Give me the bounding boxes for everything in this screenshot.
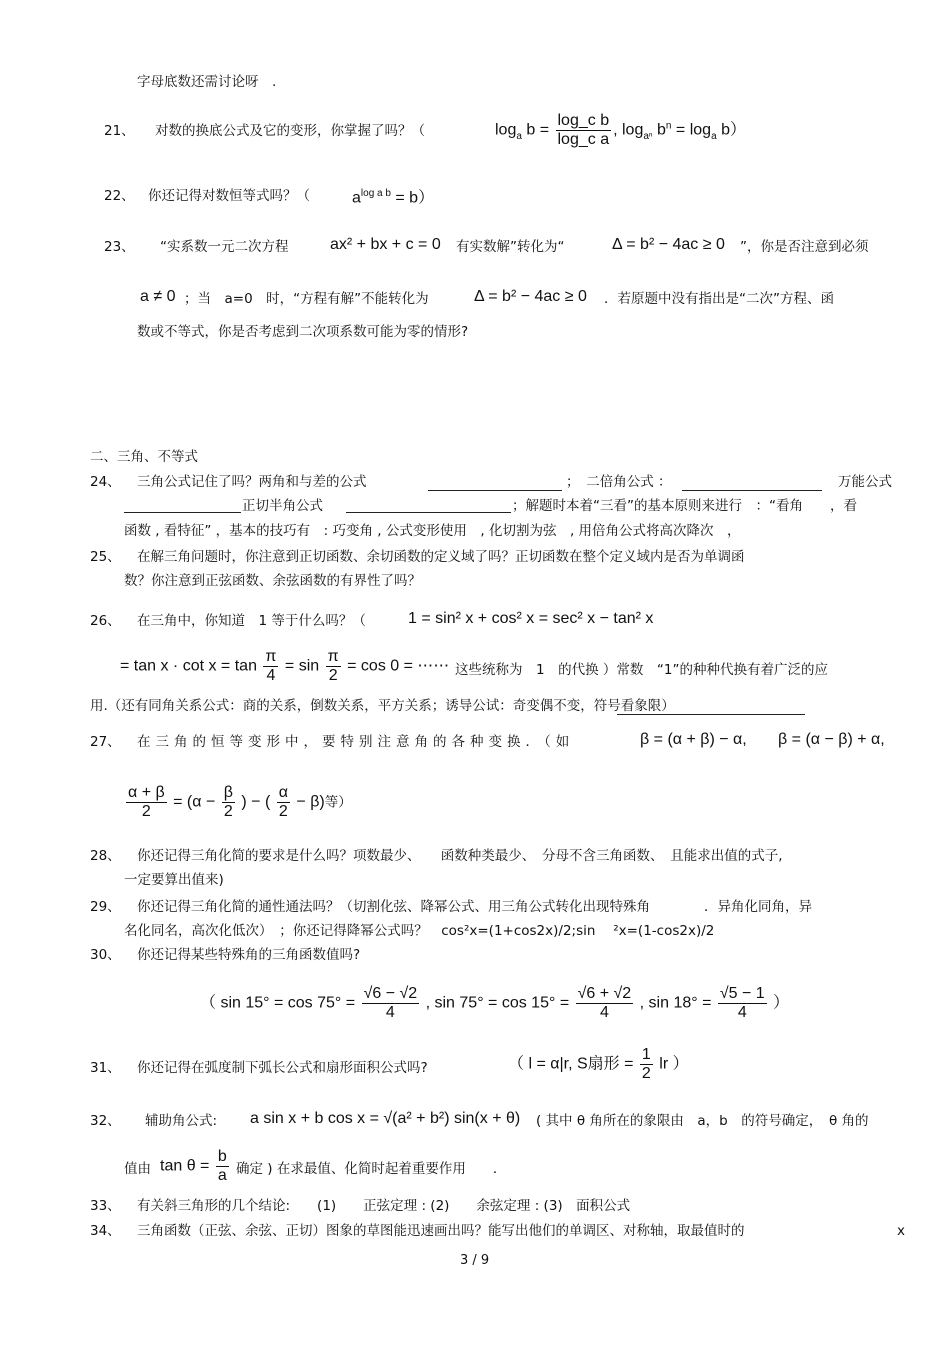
item-23-text-b: 有实数解”转化为“	[456, 239, 565, 255]
item-33-number: 33、	[90, 1198, 121, 1214]
item-23b-delta: Δ = b² − 4ac ≥ 0	[474, 288, 587, 305]
sin18-value: $\frac{√5 - 1}{4}$	[719, 985, 765, 1021]
item-32-text-b: ( 其中 θ 角所在的象限由 a，b 的符号确定， θ 角的	[536, 1113, 869, 1129]
item-22-text: 你还记得对数恒等式吗？（	[148, 188, 310, 204]
item-28-text: 你还记得三角化简的要求是什么吗？项数最少、 函数种类最少、 分母不含三角函数、 且能求出值的式子,	[137, 848, 783, 864]
item-22-formula: $a^{log a b} = b$）	[352, 188, 435, 207]
blank-double-angle[interactable]	[682, 476, 822, 491]
change-of-base-fraction: $\frac{\text{log\_c b}}{\text{log\_c a}}$	[557, 112, 610, 148]
sin75-value: $\frac{√6 + √2}{4}$	[577, 985, 632, 1021]
item-30-text: 你还记得某些特殊角的三角函数值吗?	[137, 947, 361, 963]
item-28b: 一定要算出值来)	[124, 872, 224, 888]
blank-universal[interactable]	[124, 498, 241, 513]
item-26-equation: 1 = sin² x + cos² x = sec² x − tan² x	[408, 610, 654, 627]
item-23-text-a: “实系数一元二次方程	[160, 239, 289, 255]
item-21-formula: $\log_a b$ = $\frac{\text{log\_c b}}{\text{log\_c a}}$ , $\log_{a^n} b^n = \log_a b$）	[495, 112, 746, 148]
item-24-text-c: 万能公式	[838, 474, 892, 490]
item-29-number: 29、	[90, 899, 121, 915]
item-23c: 数或不等式，你是否考虑到二次项系数可能为零的情形?	[137, 324, 469, 340]
item-26-text: 在三角中，你知道 1 等于什么吗？（	[137, 613, 366, 629]
item-32b-a: 值由	[124, 1161, 151, 1177]
page-number: 3 / 9	[460, 1253, 490, 1268]
item-34-text: 三角函数（正弦、余弦、正切）图象的草图能迅速画出吗？能写出他们的单调区、对称轴，取最值时的	[137, 1223, 745, 1239]
pi-over-2: $\frac{\pi}{2}$	[327, 648, 339, 684]
blank-sum-diff[interactable]	[428, 476, 562, 491]
item-31-number: 31、	[90, 1060, 121, 1076]
item-23b-text: ；当 a=0 时，“方程有解”不能转化为	[184, 291, 429, 307]
item-23-delta: Δ = b² − 4ac ≥ 0	[612, 236, 725, 253]
item-34-number: 34、	[90, 1223, 121, 1239]
item-24b-b: ；解题时本着“三看”的基本原则来进行 ：“看角 ，看	[512, 498, 857, 514]
item-29-text: 你还记得三角化简的通性通法吗？（切割化弦、降幂公式、用三角公式转化出现特殊角 ．异角化同角，异	[137, 899, 812, 915]
line-0: 字母底数还需讨论呀 .	[137, 74, 277, 90]
item-27-eq2: β = (α − β) + α,	[778, 731, 885, 748]
item-32b-text: 确定 ) 在求最值、化简时起着重要作用 ．	[236, 1161, 507, 1177]
item-31-text: 你还记得在弧度制下弧长公式和扇形面积公式吗?	[137, 1060, 428, 1076]
item-24-number: 24、	[90, 474, 121, 490]
item-23-equation: ax² + bx + c = 0	[330, 236, 441, 253]
item-27b-formula: $\frac{\alpha + \beta}{2}$ = (α − $\frac{\beta}{2}$ ) − ( $\frac{\alpha}{2}$ − β)等）	[128, 784, 352, 820]
item-25-number: 25、	[90, 549, 121, 565]
item-25b: 数？你注意到正弦函数、余弦函数的有界性了吗？	[124, 573, 421, 589]
item-21-number: 21、	[104, 123, 135, 139]
item-24-text-a: 三角公式记住了吗？两角和与差的公式	[137, 474, 367, 490]
item-21-text: 对数的换底公式及它的变形，你掌握了吗？（	[155, 123, 425, 139]
item-23b-a: a ≠ 0	[140, 288, 176, 305]
item-30-formula: （ sin 15° = cos 75° = $\frac{√6 - √2}{4}$ , sin 75° = cos 15° = $\frac{√6 + √2}{4}$ , sin 18° = $\frac{√5 - 1}{4}$ ）	[200, 985, 790, 1021]
item-27-eq1: β = (α + β) − α,	[640, 731, 747, 748]
item-32-number: 32、	[90, 1113, 121, 1129]
item-26b-text: 这些统称为 1 的代换 ）常数 “1”的种种代换有着广泛的应	[455, 662, 828, 678]
one-half: $\frac{1}{2}$	[641, 1046, 651, 1082]
item-31-formula: （ l = α|r, S扇形 = $\frac{1}{2}$ lr ）	[508, 1046, 689, 1082]
item-24-text-b: ； 二倍角公式 ：	[566, 474, 672, 490]
sin15-value: $\frac{√6 - √2}{4}$	[363, 985, 418, 1021]
item-25-text: 在解三角问题时，你注意到正切函数、余切函数的定义域了吗？正切函数在整个定义域内是否为单调函	[137, 549, 745, 565]
item-26c: 用.（还有同角关系公式：商的关系，倒数关系，平方关系；诱导公试：奇变偶不变，符号看象限）	[90, 698, 675, 714]
item-32-text: 辅助角公式:	[145, 1113, 218, 1129]
item-34-x: x	[897, 1223, 905, 1239]
item-33-text: 有关斜三角形的几个结论: (1) 正弦定理 : (2) 余弦定理 : (3) 面积公式	[137, 1198, 631, 1214]
item-23-text-c: ”，你是否注意到必须	[740, 239, 869, 255]
item-23-number: 23、	[104, 239, 135, 255]
blank-half-tangent[interactable]	[346, 498, 511, 513]
item-23b-text-c: ．若原题中没有指出是“二次”方程、函	[604, 291, 834, 307]
item-32b-formula: tan θ = $\frac{b}{a}$	[160, 1148, 227, 1184]
item-32-formula: a sin x + b cos x = √(a² + b²) sin(x + θ)	[250, 1110, 521, 1127]
b-over-a: $\frac{b}{a}$	[217, 1148, 227, 1184]
item-28-number: 28、	[90, 848, 121, 864]
item-26-number: 26、	[90, 613, 121, 629]
item-22-number: 22、	[104, 188, 135, 204]
item-27-number: 27、	[90, 734, 121, 750]
item-26b-formula: = tan x · cot x = tan $\frac{\pi}{4}$ = sin $\frac{\pi}{2}$ = cos 0 = ⋯⋯	[120, 648, 450, 684]
section-heading: 二、三角、不等式	[90, 449, 198, 465]
item-27-text: 在三角的恒等变形中，要特别注意角的各种变换．（如	[137, 734, 575, 750]
item-29b: 名化同名，高次化低次） ；你还记得降幂公式吗？ cos²x=(1+cos2x)/2;sin ²x=(1-cos2x)/2	[124, 923, 715, 939]
item-24b-a: 正切半角公式	[242, 498, 323, 514]
item-30-number: 30、	[90, 947, 121, 963]
item-26c-underline	[617, 714, 805, 715]
item-24c: 函数 , 看特征” ，基本的技巧有 : 巧变角 , 公式变形使用 , 化切割为弦 , 用倍角公式将高次降次 ，	[124, 523, 741, 539]
beta-over-2: $\frac{\beta}{2}$	[223, 784, 233, 820]
alpha-over-2: $\frac{\alpha}{2}$	[278, 784, 288, 820]
half-sum-fraction: $\frac{\alpha + \beta}{2}$	[128, 784, 165, 820]
pi-over-4: $\frac{\pi}{4}$	[265, 648, 277, 684]
